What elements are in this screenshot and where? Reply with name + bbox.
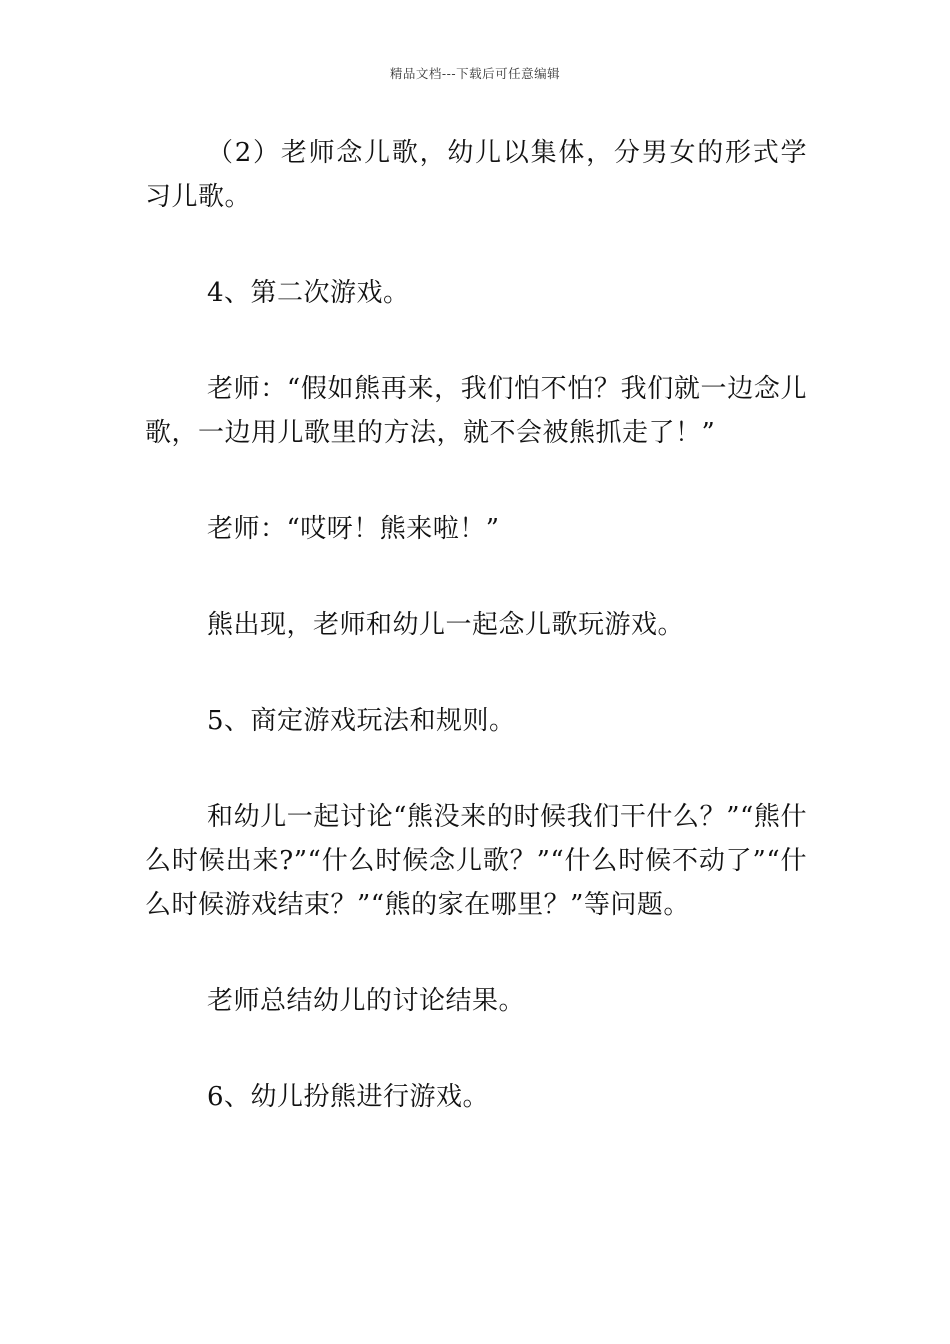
page-header: 精品文档---下载后可任意编辑 <box>389 66 561 81</box>
paragraph-step-5-heading: 5、商定游戏玩法和规则。 <box>207 706 516 736</box>
paragraph-bear-appears: 熊出现，老师和幼儿一起念儿歌玩游戏。 <box>207 610 685 640</box>
paragraph-step-4-heading: 4、第二次游戏。 <box>207 278 410 308</box>
document-body <box>145 131 807 1119</box>
paragraph-step-3-2: （2）老师念儿歌，幼儿以集体，分男女的形式学习儿歌。 <box>145 138 807 212</box>
paragraph-discussion: 和幼儿一起讨论“熊没来的时候我们干什么？”“熊什么时候出来?”“什么时候念儿歌？”“什么时候不动了”“什么时候游戏结束？”“熊的家在哪里？”等问题。 <box>145 802 807 920</box>
paragraph-teacher-question: 老师：“假如熊再来，我们怕不怕？我们就一边念儿歌，一边用儿歌里的方法，就不会被熊抓走了！” <box>145 374 807 448</box>
paragraph-summary: 老师总结幼儿的讨论结果。 <box>207 986 526 1016</box>
paragraph-step-6-heading: 6、幼儿扮熊进行游戏。 <box>207 1082 490 1112</box>
paragraph-teacher-exclaim: 老师：“哎呀！熊来啦！” <box>207 514 500 544</box>
